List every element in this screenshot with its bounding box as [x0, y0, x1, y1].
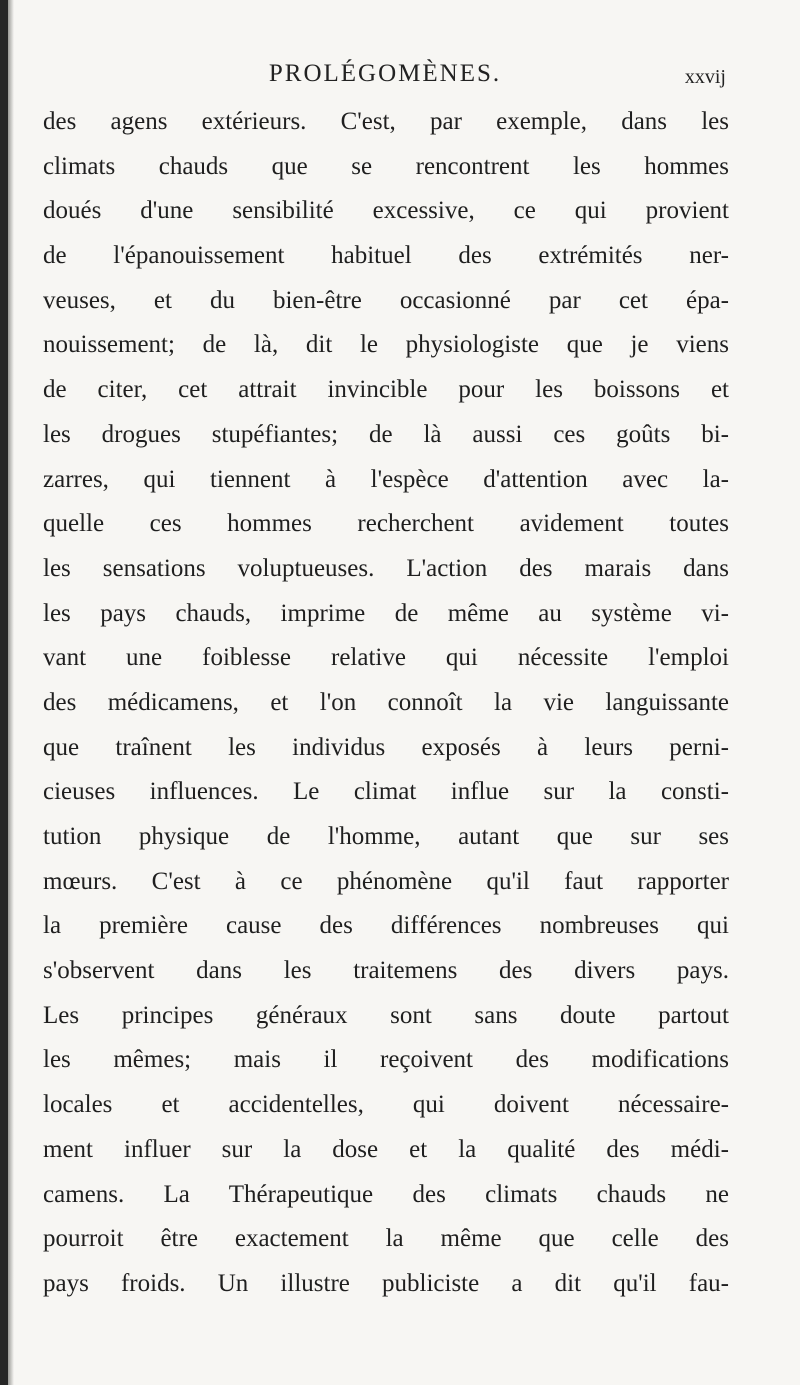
running-title: PROLÉGOMÈNES. [268, 60, 502, 87]
text-line: les drogues stupéfiantes; de là aussi ces goûts bi- [43, 420, 729, 448]
text-line: pourroit être exactement la même que celle des [43, 1225, 729, 1253]
text-line: mœurs. C'est à ce phénomène qu'il faut rapporter [43, 867, 729, 895]
page-header [44, 56, 726, 96]
text-line: cieuses influences. Le climat influe sur la consti- [43, 778, 729, 806]
text-line: climats chauds que se rencontrent les hommes [43, 152, 729, 180]
text-line: des médicamens, et l'on connoît la vie languissante [43, 688, 729, 716]
text-line: zarres, qui tiennent à l'espèce d'attention avec la- [43, 465, 729, 493]
text-line: doués d'une sensibilité excessive, ce qui provient [43, 197, 729, 225]
text-line: vant une foiblesse relative qui nécessite l'emploi [43, 644, 729, 672]
text-line: les sensations voluptueuses. L'action des marais dans [43, 554, 729, 582]
text-line: quelle ces hommes recherchent avidement toutes [43, 510, 729, 538]
text-line: la première cause des différences nombreuses qui [43, 912, 729, 940]
page-number: xxvij [684, 66, 726, 88]
text-line: tution physique de l'homme, autant que sur ses [43, 823, 729, 850]
text-line: camens. La Thérapeutique des climats chauds ne [43, 1180, 729, 1208]
text-line: locales et accidentelles, qui doivent nécessaire- [43, 1091, 729, 1119]
text-line: nouissement; de là, dit le physiologiste que je viens [43, 331, 729, 359]
text-line: ment influer sur la dose et la qualité des médi- [43, 1135, 729, 1163]
text-line: les mêmes; mais il reçoivent des modifications [43, 1046, 729, 1074]
text-line: les pays chauds, imprime de même au système vi- [43, 599, 729, 627]
text-line: veuses, et du bien-être occasionné par cet épa- [43, 286, 729, 314]
text-line: des agens extérieurs. C'est, par exemple, dans les [43, 108, 729, 135]
text-line: s'observent dans les traitemens des divers pays. [43, 957, 729, 985]
text-line: pays froids. Un illustre publiciste a dit qu'il fau- [43, 1269, 729, 1297]
text-line: Les principes généraux sont sans doute partout [43, 1001, 729, 1029]
binding-shadow [8, 0, 14, 1385]
binding-edge [0, 0, 8, 1385]
text-line: de l'épanouissement habituel des extrémités ner- [43, 242, 729, 270]
text-line: de citer, cet attrait invincible pour les boissons et [43, 376, 729, 404]
body-text [43, 100, 729, 1307]
text-line: que traînent les individus exposés à leurs perni- [43, 733, 729, 761]
